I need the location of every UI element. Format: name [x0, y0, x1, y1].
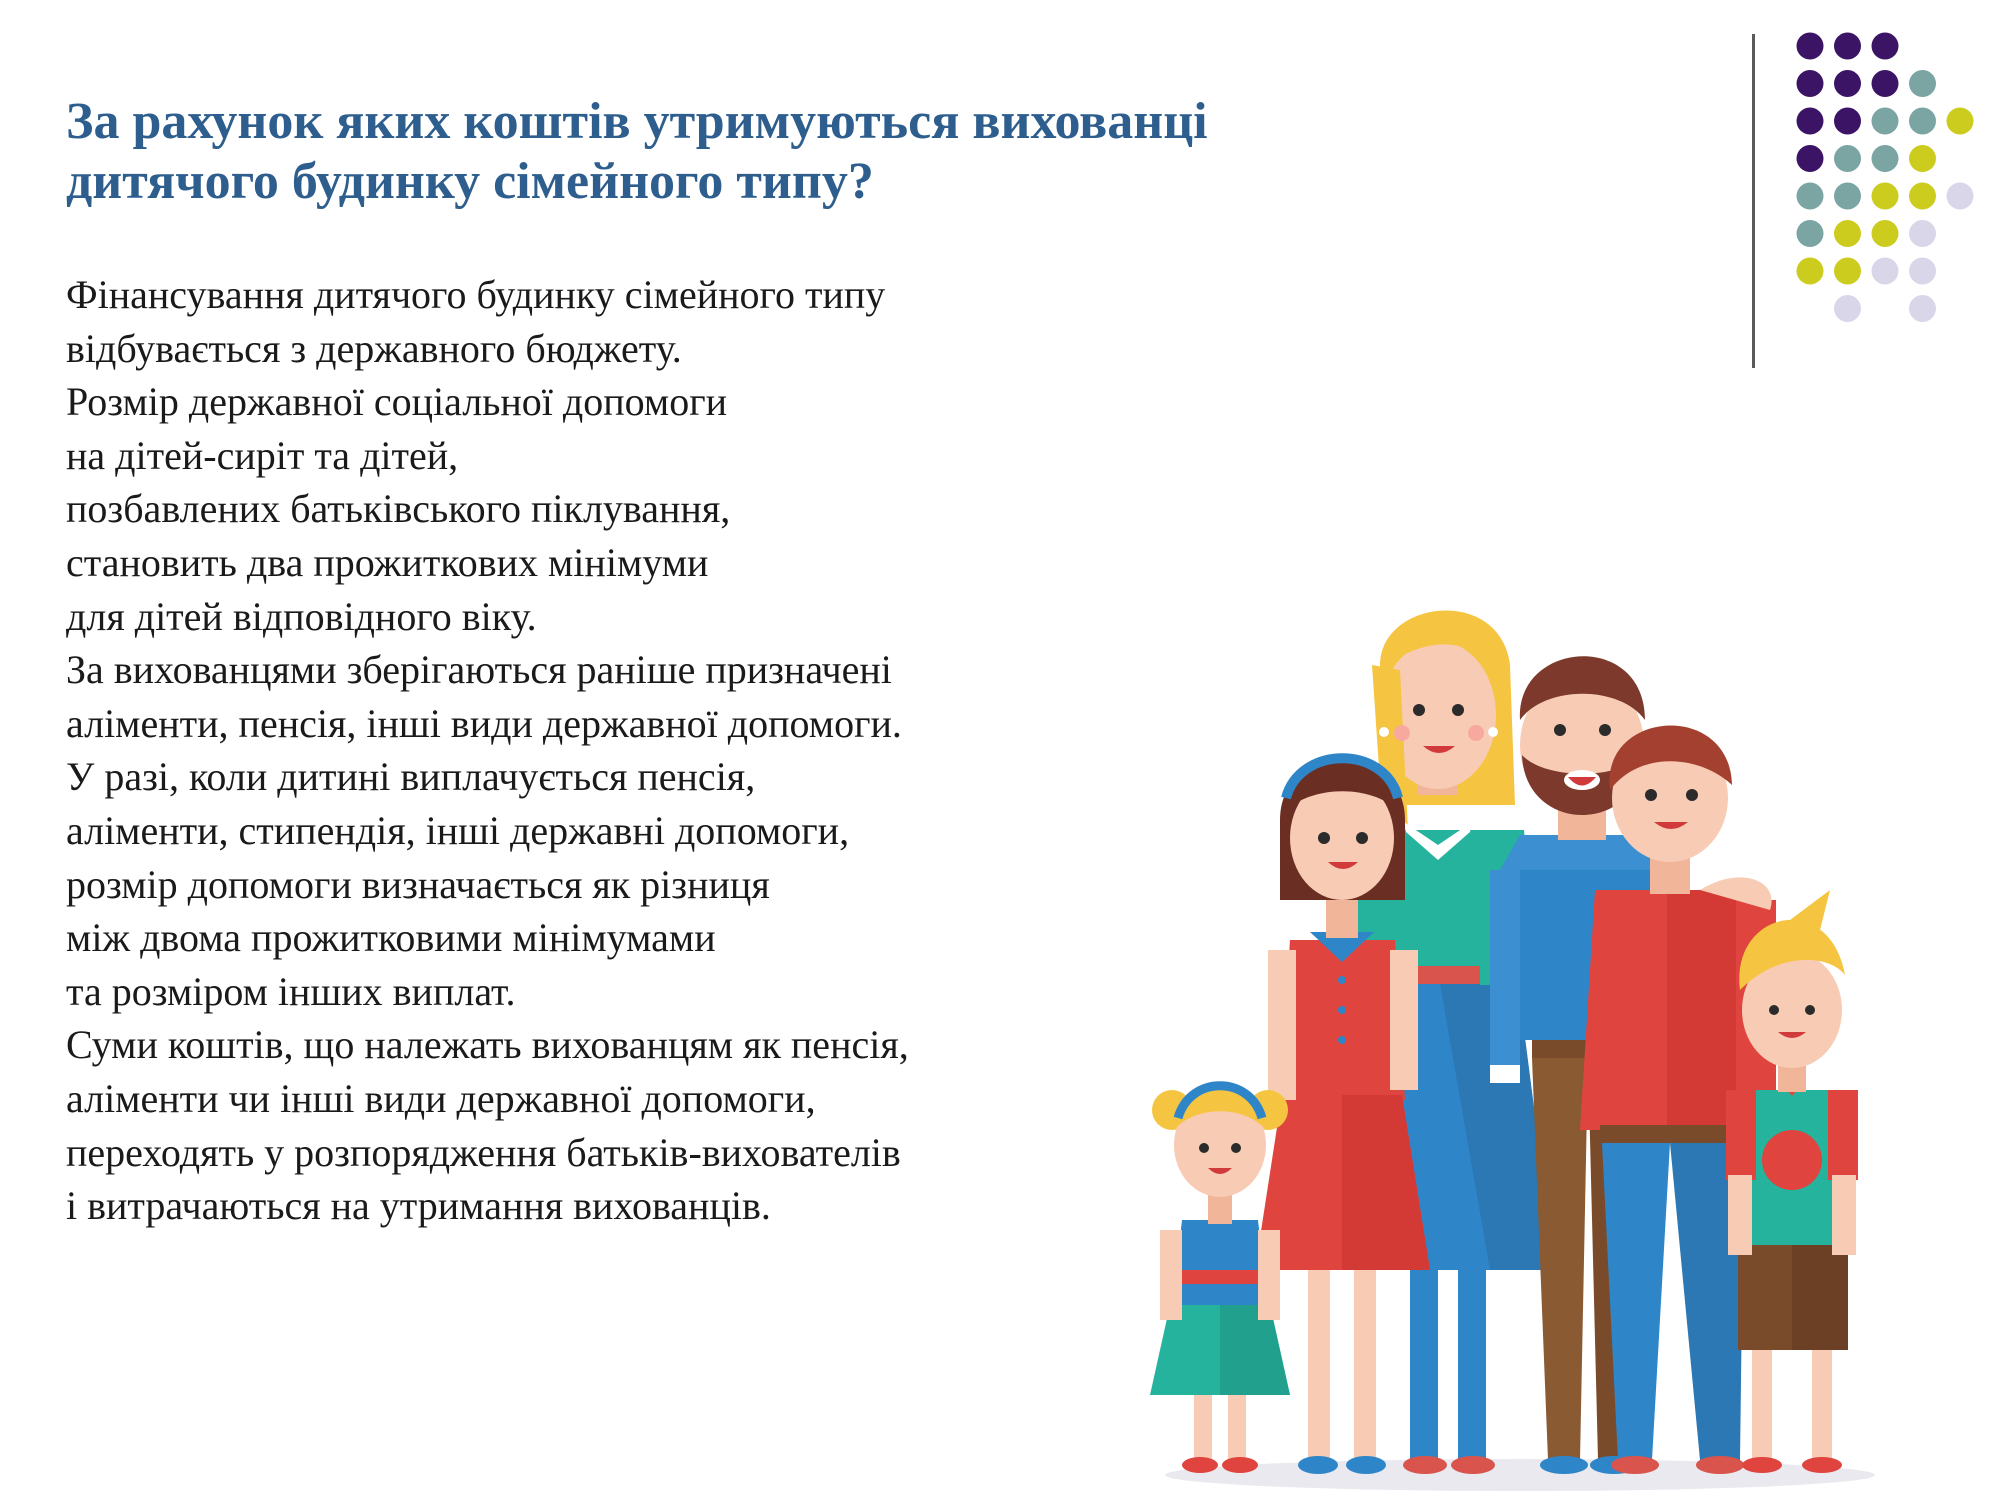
body-line: та розміром інших виплат. [66, 968, 516, 1014]
decorative-dot [1834, 70, 1861, 97]
body-line: становить два прожиткових мінімуми [66, 539, 709, 585]
body-line: Суми коштів, що належать вихованцям як пенсія, [66, 1022, 909, 1068]
body-line: У разі, коли дитині виплачується пенсія, [66, 754, 756, 800]
decorative-dot [1834, 258, 1861, 285]
decorative-dot [1909, 258, 1936, 285]
body-line: Фінансування дитячого будинку сімейного типу [66, 272, 886, 317]
decorative-dot [1834, 183, 1861, 210]
decorative-dot [1909, 145, 1936, 172]
decorative-dot [1797, 70, 1824, 97]
decorative-dot [1909, 220, 1936, 247]
body-line: аліменти, стипендія, інші державні допомоги, [66, 807, 850, 853]
body-line: розмір допомоги визначається як різниця [66, 861, 770, 907]
body-line: позбавлених батьківського піклування, [66, 486, 731, 532]
decorative-dot [1797, 258, 1824, 285]
title-line-2: дитячого будинку сімейного типу? [66, 153, 874, 210]
vertical-divider [1752, 34, 1755, 368]
body-line: Розмір державної соціальної допомоги [66, 379, 728, 425]
decorative-dot [1909, 70, 1936, 97]
decorative-dot [1834, 145, 1861, 172]
decorative-dot [1947, 183, 1974, 210]
body-line: аліменти чи інші види державної допомоги, [66, 1075, 816, 1121]
decorative-dot [1909, 183, 1936, 210]
body-line: на дітей-сиріт та дітей, [66, 432, 459, 478]
little-boy-figure [1726, 890, 1858, 1473]
decorative-dot [1797, 108, 1824, 135]
decorative-dot [1909, 295, 1936, 322]
decorative-dot [1872, 220, 1899, 247]
decorative-dot [1797, 145, 1824, 172]
body-line: За вихованцями зберігаються раніше призначені [66, 647, 892, 693]
decorative-dot [1872, 258, 1899, 285]
decorative-dot [1872, 33, 1899, 60]
decorative-dot [1909, 108, 1936, 135]
decorative-dot [1834, 33, 1861, 60]
decorative-dot [1872, 70, 1899, 97]
body-line: аліменти, пенсія, інші види державної допомоги. [66, 700, 902, 746]
decorative-dot [1797, 33, 1824, 60]
body-line: для дітей відповідного віку. [66, 593, 537, 639]
decorative-dot [1834, 295, 1861, 322]
body-line: переходять у розпорядження батьків-вихователів [66, 1129, 901, 1175]
slide-title [66, 92, 1366, 212]
little-girl-figure [1150, 1085, 1290, 1473]
decorative-dot [1797, 220, 1824, 247]
decorative-dot [1872, 183, 1899, 210]
body-line: між двома прожитковими мінімумами [66, 915, 716, 961]
decorative-dot [1872, 108, 1899, 135]
decorative-dot [1797, 183, 1824, 210]
body-line: відбувається з державного бюджету. [66, 325, 682, 371]
body-text [66, 268, 1146, 1233]
title-line-1: За рахунок яких коштів утримуються вихованці [66, 93, 1208, 150]
decorative-dot [1834, 108, 1861, 135]
decorative-dot [1872, 145, 1899, 172]
decorative-dot [1834, 220, 1861, 247]
decorative-dot-grid [1780, 30, 1980, 330]
family-illustration [1140, 570, 1900, 1495]
decorative-dot [1947, 108, 1974, 135]
body-line: і витрачаються на утримання вихованців. [66, 1183, 771, 1229]
